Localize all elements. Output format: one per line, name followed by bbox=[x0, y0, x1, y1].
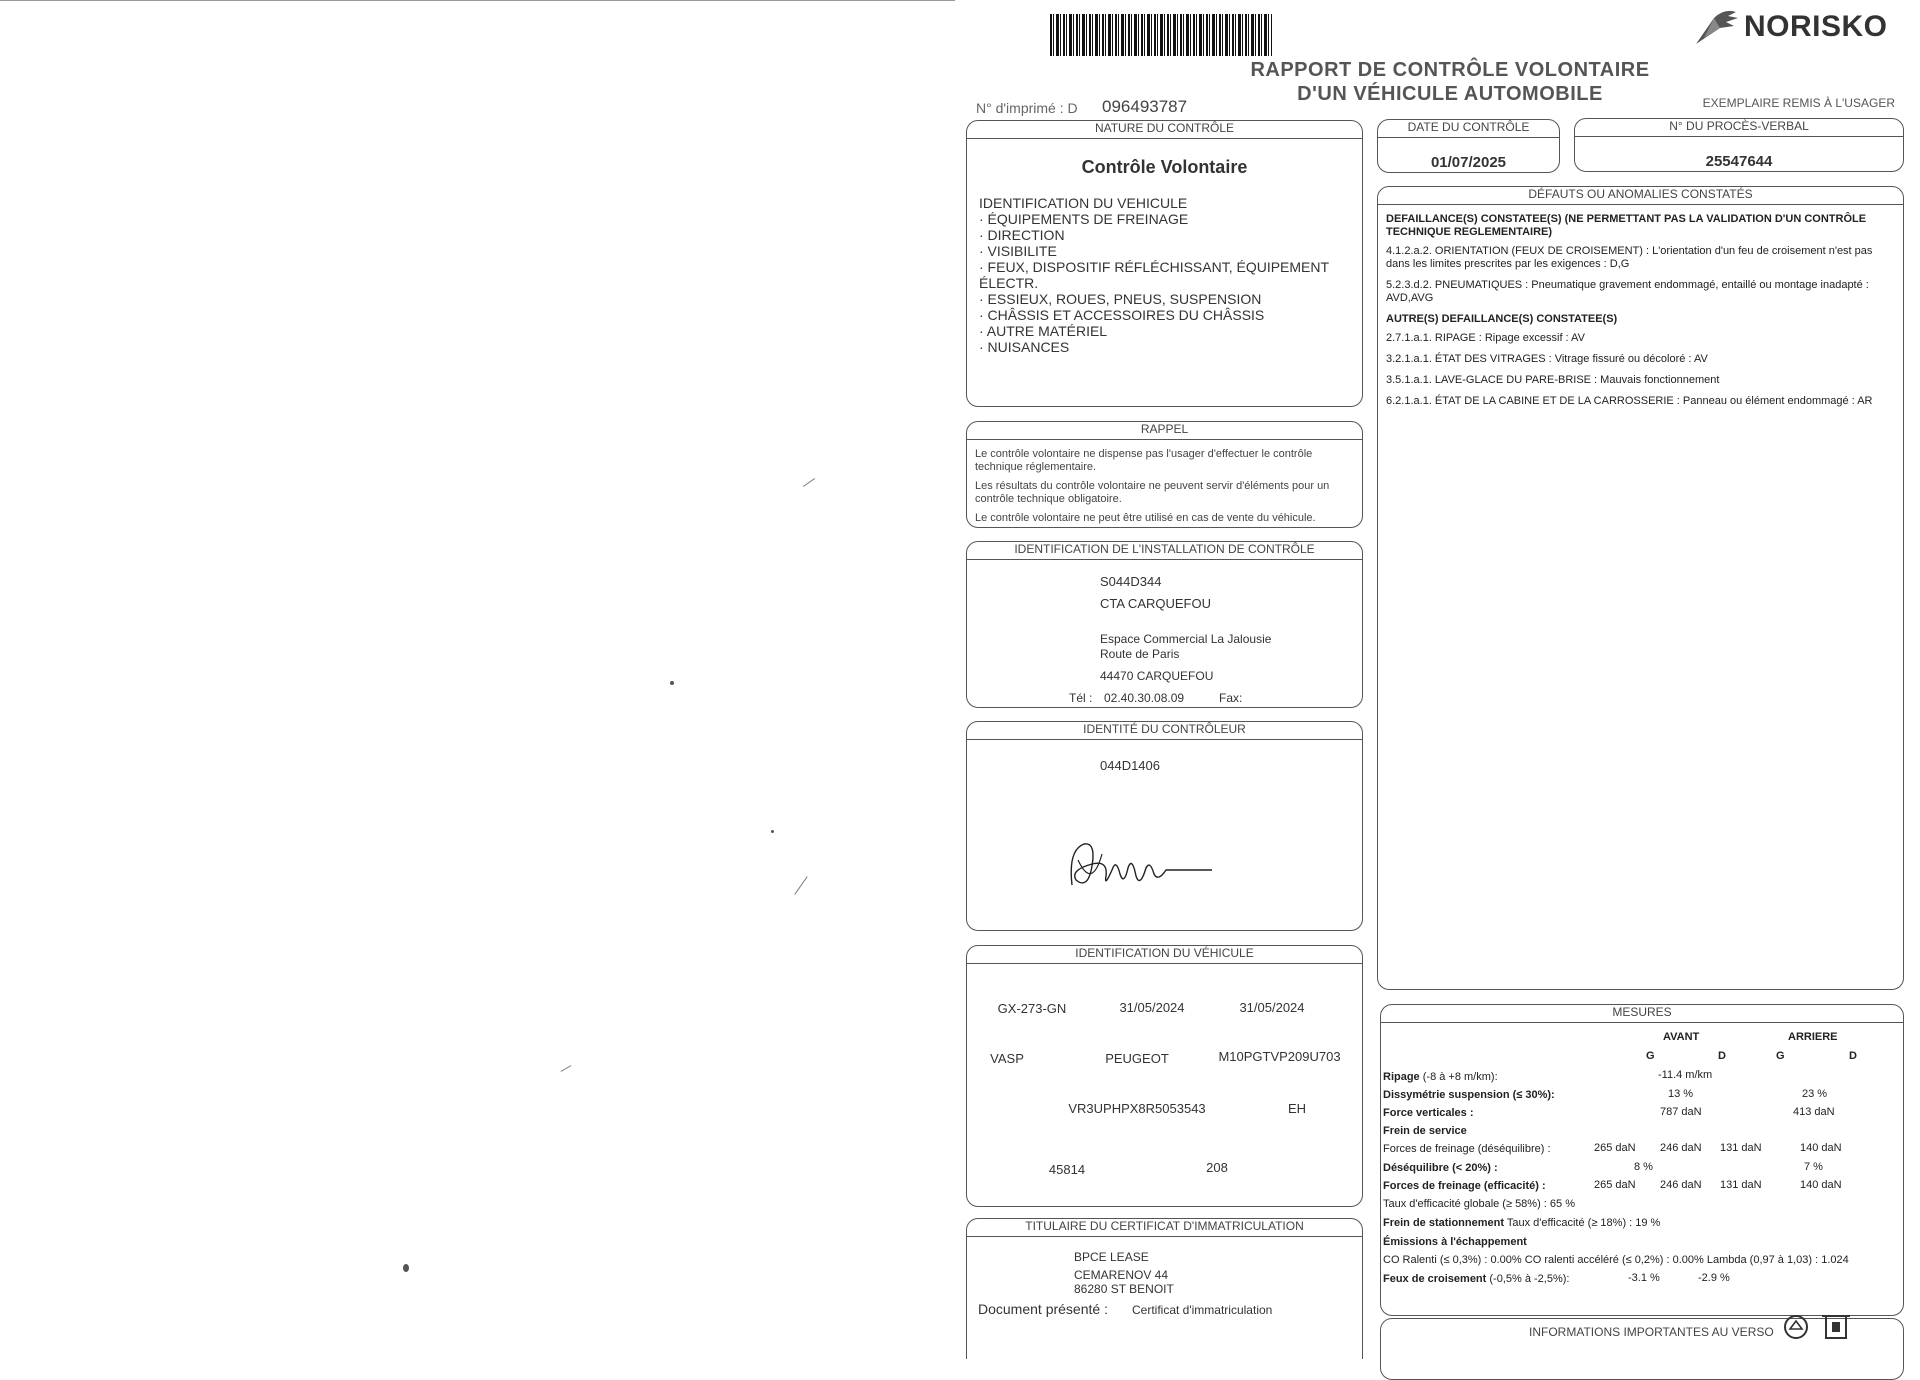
arriere-header: ARRIERE bbox=[1788, 1031, 1838, 1043]
tel-label: Tél : bbox=[1069, 691, 1093, 705]
vehicule-date-1ere: 31/05/2024 bbox=[1239, 1000, 1305, 1015]
document-presente-value: Certificat d'immatriculation bbox=[1132, 1303, 1273, 1317]
scan-edge-line bbox=[0, 0, 955, 1]
divider bbox=[1378, 204, 1903, 205]
divider bbox=[967, 1236, 1362, 1237]
stationnement-row bbox=[1383, 1217, 1660, 1229]
divider bbox=[1381, 1022, 1903, 1023]
avant-header: AVANT bbox=[1663, 1031, 1700, 1043]
norisko-logo bbox=[1694, 8, 1894, 48]
force-verticales-arriere: 413 daN bbox=[1793, 1106, 1835, 1118]
rappel-text bbox=[975, 448, 1360, 531]
infos-verso: INFORMATIONS IMPORTANTES AU VERSO bbox=[1529, 1325, 1774, 1339]
vehicule-panel bbox=[966, 945, 1363, 1207]
defauts-heading: DÉFAUTS OU ANOMALIES CONSTATÉS bbox=[1528, 187, 1753, 201]
feux-row bbox=[1383, 1273, 1569, 1285]
title-line-1: RAPPORT DE CONTRÔLE VOLONTAIRE bbox=[1250, 59, 1650, 81]
ripage-row bbox=[1383, 1071, 1498, 1083]
document-presente-label: Document présenté : bbox=[978, 1301, 1108, 1317]
defaut-item: 6.2.1.a.1. ÉTAT DE LA CABINE ET DE LA CARROSSERIE : Panneau ou élément endommagé : AR bbox=[1386, 395, 1873, 407]
divider bbox=[967, 138, 1362, 139]
col-d-header: D bbox=[1718, 1050, 1726, 1062]
list-item: · ESSIEUX, ROUES, PNEUS, SUSPENSION bbox=[979, 291, 1262, 307]
imprime-label: N° d'imprimé : D bbox=[976, 100, 1078, 116]
titulaire-adresse: CEMARENOV 44 bbox=[1074, 1268, 1169, 1282]
dissymetrie-label: Dissymétrie suspension (≤ 30%): bbox=[1383, 1089, 1555, 1101]
rappel-heading: RAPPEL bbox=[1140, 422, 1189, 436]
vehicule-marque: PEUGEOT bbox=[1105, 1051, 1169, 1066]
installation-adresse: Espace Commercial La Jalousie bbox=[1100, 632, 1272, 646]
col-d-header: D bbox=[1849, 1050, 1857, 1062]
defauts-list bbox=[1386, 213, 1896, 416]
brand-name: NORISKO bbox=[1744, 10, 1888, 43]
nature-panel bbox=[966, 120, 1363, 407]
controleur-heading: IDENTITÉ DU CONTRÔLEUR bbox=[1083, 722, 1246, 736]
rappel-line: Les résultats du contrôle volontaire ne peuvent servir d'éléments pour un contrôle technique obligatoire. bbox=[975, 480, 1330, 505]
divider bbox=[967, 559, 1362, 560]
divider bbox=[967, 739, 1362, 740]
co-line: CO Ralenti (≤ 0,3%) : 0.00% CO ralenti accéléré (≤ 0,2%) : 0.00% Lambda (0,97 à 1,03) : 1.024 bbox=[1383, 1254, 1849, 1266]
divider bbox=[967, 439, 1362, 440]
vehicule-kilometrage: 45814 bbox=[1048, 1162, 1086, 1177]
mesures-heading: MESURES bbox=[1612, 1005, 1672, 1019]
forces-eff-arg: 131 daN bbox=[1720, 1179, 1762, 1191]
scan-stroke bbox=[794, 876, 807, 895]
bin-icon bbox=[1818, 1310, 1854, 1340]
titulaire-nom: BPCE LEASE bbox=[1074, 1250, 1149, 1264]
mesures-panel bbox=[1380, 1004, 1904, 1316]
forces-deseq-ard: 140 daN bbox=[1800, 1142, 1842, 1154]
fax-label: Fax: bbox=[1219, 691, 1243, 705]
list-item: · NUISANCES bbox=[979, 339, 1070, 355]
scan-speck bbox=[670, 681, 674, 685]
ripage-range: (-8 à +8 m/km): bbox=[1422, 1071, 1498, 1083]
vehicule-genre: VASP bbox=[990, 1051, 1024, 1066]
date-value: 01/07/2025 bbox=[1430, 154, 1507, 171]
rappel-line: Le contrôle volontaire ne peut être utilisé en cas de vente du véhicule. bbox=[975, 512, 1316, 524]
list-item: · AUTRE MATÉRIEL bbox=[979, 323, 1108, 339]
nature-title: Contrôle Volontaire bbox=[1081, 157, 1248, 177]
nature-list bbox=[979, 195, 1349, 355]
vehicule-immatriculation: GX-273-GN bbox=[997, 1001, 1067, 1016]
installation-adresse: Route de Paris bbox=[1100, 647, 1180, 661]
defauts-section-majeur: DEFAILLANCE(S) CONSTATEE(S) (NE PERMETTANT PAS LA VALIDATION D'UN CONTRÔLE TECHNIQUE REGLEMENTAIRE) bbox=[1386, 213, 1867, 238]
rappel-panel bbox=[966, 421, 1363, 528]
defaut-item: 3.5.1.a.1. LAVE-GLACE DU PARE-BRISE : Mauvais fonctionnement bbox=[1386, 374, 1720, 386]
divider bbox=[1575, 136, 1903, 137]
forces-eff-label: Forces de freinage (efficacité) : bbox=[1383, 1180, 1546, 1192]
list-item: · DIRECTION bbox=[979, 227, 1065, 243]
dissymetrie-avant: 13 % bbox=[1668, 1088, 1694, 1100]
recycle-icon bbox=[1782, 1314, 1810, 1340]
pv-heading: N° DU PROCÈS-VERBAL bbox=[1669, 119, 1809, 133]
titulaire-panel bbox=[966, 1218, 1363, 1359]
defauts-panel bbox=[1377, 186, 1904, 990]
dissymetrie-arriere: 23 % bbox=[1802, 1088, 1828, 1100]
feux-label: Feux de croisement bbox=[1383, 1273, 1487, 1285]
desequilibre-arriere: 7 % bbox=[1804, 1161, 1823, 1173]
tel-value: 02.40.30.08.09 bbox=[1104, 691, 1185, 705]
forces-eff-ard: 140 daN bbox=[1800, 1179, 1842, 1191]
forces-eff-avd: 246 daN bbox=[1660, 1179, 1702, 1191]
forces-deseq-avd: 246 daN bbox=[1660, 1142, 1702, 1154]
vehicule-energie: EH bbox=[1287, 1101, 1307, 1116]
pv-value: 25547644 bbox=[1705, 153, 1773, 170]
document-title bbox=[1200, 58, 1700, 106]
scan-stroke bbox=[561, 1065, 572, 1072]
list-item: IDENTIFICATION DU VEHICULE bbox=[979, 195, 1188, 211]
ripage-value: -11.4 m/km bbox=[1658, 1069, 1713, 1081]
list-item: · FEUX, DISPOSITIF RÉFLÉCHISSANT, ÉQUIPEMENT ÉLECTR. bbox=[979, 259, 1329, 291]
pv-panel bbox=[1574, 118, 1904, 172]
titulaire-heading: TITULAIRE DU CERTIFICAT D'IMMATRICULATION bbox=[1025, 1219, 1304, 1233]
stationnement-value: Taux d'efficacité (≥ 18%) : 19 % bbox=[1506, 1217, 1661, 1229]
feux-droite: -2.9 % bbox=[1698, 1272, 1730, 1284]
taux-global: Taux d'efficacité globale (≥ 58%) : 65 % bbox=[1383, 1198, 1575, 1210]
defaut-item: 4.1.2.a.2. ORIENTATION (FEUX DE CROISEMENT) : L'orientation d'un feu de croisement n'est pas dans les limites prescrites par les exigences : D,G bbox=[1386, 245, 1873, 270]
imprime-number: 096493787 bbox=[1102, 97, 1188, 116]
emissions-label: Émissions à l'échappement bbox=[1383, 1236, 1527, 1248]
vehicule-vin: VR3UPHPX8R5053543 bbox=[1068, 1101, 1206, 1116]
col-g-header: G bbox=[1646, 1050, 1655, 1062]
forces-deseq-label: Forces de freinage (déséquilibre) : bbox=[1383, 1143, 1551, 1155]
ripage-label: Ripage bbox=[1383, 1071, 1420, 1083]
installation-adresse: 44470 CARQUEFOU bbox=[1100, 669, 1214, 683]
barcode bbox=[1050, 14, 1272, 56]
defauts-section-autres: AUTRE(S) DEFAILLANCE(S) CONSTATEE(S) bbox=[1386, 313, 1618, 325]
force-verticales-label: Force verticales : bbox=[1383, 1107, 1474, 1119]
installation-nom: CTA CARQUEFOU bbox=[1100, 596, 1211, 611]
installation-agrement: S044D344 bbox=[1100, 574, 1162, 589]
force-verticales-avant: 787 daN bbox=[1660, 1106, 1702, 1118]
controleur-agrement: 044D1406 bbox=[1100, 758, 1160, 773]
defaut-item: 5.2.3.d.2. PNEUMATIQUES : Pneumatique gravement endommagé, entaillé ou montage inadapté : AVD,AVG bbox=[1386, 279, 1869, 304]
desequilibre-avant: 8 % bbox=[1634, 1161, 1653, 1173]
desequilibre-label: Déséquilibre (< 20%) : bbox=[1383, 1162, 1498, 1174]
vehicule-heading: IDENTIFICATION DU VÉHICULE bbox=[1075, 946, 1254, 960]
eagle-icon bbox=[1694, 8, 1742, 48]
vehicule-denomination: 208 bbox=[1206, 1160, 1228, 1175]
list-item: · ÉQUIPEMENTS DE FREINAGE bbox=[979, 211, 1189, 227]
nature-heading: NATURE DU CONTRÔLE bbox=[1094, 121, 1235, 135]
date-panel bbox=[1377, 119, 1560, 173]
col-g-header: G bbox=[1776, 1050, 1785, 1062]
exemplaire-label: EXEMPLAIRE REMIS À L'USAGER bbox=[1702, 96, 1895, 110]
forces-deseq-avg: 265 daN bbox=[1594, 1142, 1636, 1154]
installation-panel bbox=[966, 541, 1363, 708]
rappel-line: Le contrôle volontaire ne dispense pas l'usager d'effectuer le contrôle technique réglementaire. bbox=[975, 448, 1313, 473]
defaut-item: 2.7.1.a.1. RIPAGE : Ripage excessif : AV bbox=[1386, 332, 1585, 344]
feux-gauche: -3.1 % bbox=[1628, 1272, 1660, 1284]
frein-service-label: Frein de service bbox=[1383, 1125, 1467, 1137]
forces-deseq-arg: 131 daN bbox=[1720, 1142, 1762, 1154]
feux-range: (-0,5% à -2,5%): bbox=[1489, 1273, 1570, 1285]
date-heading: DATE DU CONTRÔLE bbox=[1407, 120, 1530, 134]
scan-speck bbox=[771, 830, 774, 833]
divider bbox=[967, 963, 1362, 964]
titulaire-adresse: 86280 ST BENOIT bbox=[1074, 1282, 1174, 1296]
vehicule-type: M10PGTVP209U703 bbox=[1218, 1049, 1341, 1064]
signature bbox=[1062, 830, 1222, 900]
stationnement-label: Frein de stationnement bbox=[1383, 1217, 1505, 1229]
installation-heading: IDENTIFICATION DE L'INSTALLATION DE CONTRÔLE bbox=[1014, 542, 1315, 556]
list-item: · VISIBILITE bbox=[979, 243, 1057, 259]
defaut-item: 3.2.1.a.1. ÉTAT DES VITRAGES : Vitrage fissuré ou décoloré : AV bbox=[1386, 353, 1708, 365]
scan-speck bbox=[403, 1264, 409, 1272]
vehicule-date-immat: 31/05/2024 bbox=[1119, 1000, 1185, 1015]
scan-stroke bbox=[803, 478, 815, 487]
list-item: · CHÂSSIS ET ACCESSOIRES DU CHÂSSIS bbox=[979, 307, 1265, 323]
forces-eff-avg: 265 daN bbox=[1594, 1179, 1636, 1191]
title-line-2: D'UN VÉHICULE AUTOMOBILE bbox=[1297, 83, 1603, 105]
divider bbox=[1378, 137, 1559, 138]
controleur-panel bbox=[966, 721, 1363, 931]
